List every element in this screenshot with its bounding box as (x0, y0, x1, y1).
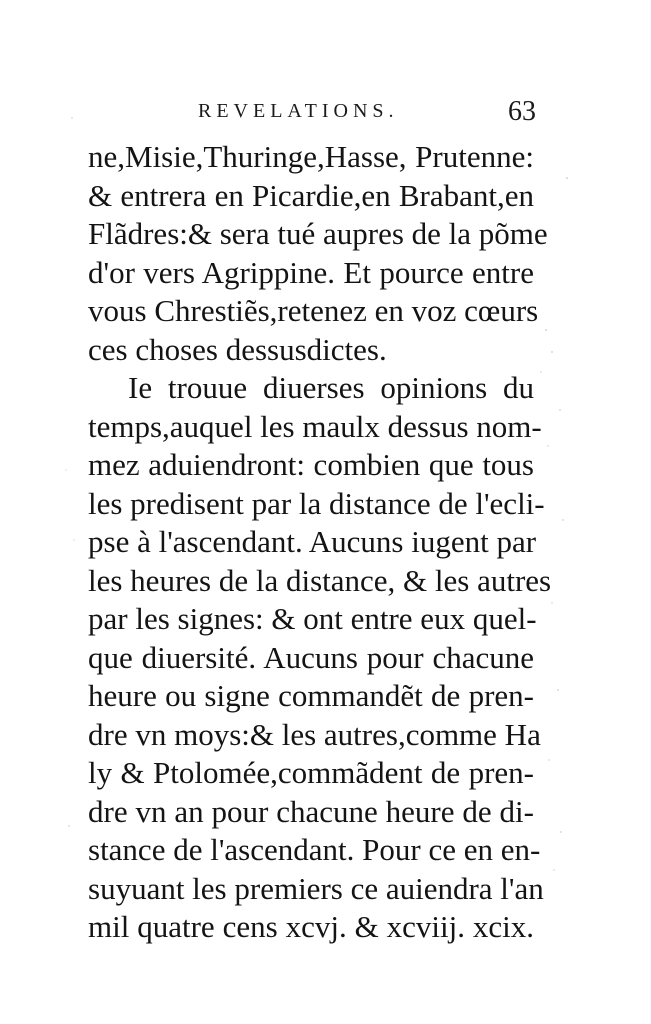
text-line: dre vn moys:& les autres,comme Ha (88, 716, 541, 752)
text-line: les predisent par la distance de l'ecli- (88, 485, 545, 521)
text-line: mez aduiendront: combien que tous (88, 447, 534, 482)
running-title: REVELATIONS. (198, 100, 399, 122)
text-line: & entrera en Picardie,en Brabant,en (88, 177, 534, 213)
text-line: Flãdres:& sera tué aupres de la põme (88, 216, 548, 251)
text-line: pse à l'ascendant. Aucuns iugent par (88, 524, 537, 559)
speck-group-left (65, 117, 74, 826)
page-number: 63 (508, 96, 536, 127)
text-block (88, 138, 552, 947)
text-line: par les signes: & ont entre eux quel- (88, 601, 537, 636)
text-line: stance de l'ascendant. Pour ce en en- (88, 832, 541, 867)
text-line: ly & Ptolomée,commãdent de pren- (88, 755, 534, 790)
text-line: ces choses dessusdictes. (88, 331, 387, 367)
text-line: heure ou signe commandẽt de pren- (88, 678, 534, 713)
page-header (86, 96, 536, 136)
text-line: vous Chrestiẽs,retenez en voz cœurs (88, 293, 539, 328)
text-line: mil quatre cens xcvj. & xcviij. xcix. (88, 909, 534, 944)
text-line: que diuersité. Aucuns pour chacune (88, 639, 534, 675)
text-line: dre vn an pour chacune heure de di- (88, 793, 534, 829)
paragraph-first-line: Ie trouue diuerses opinions du (128, 370, 534, 405)
text-line: ne,Misie,Thuringe,Hasse, Prutenne: (88, 139, 534, 174)
text-line: temps,auquel les maulx dessus nom- (88, 408, 542, 444)
text-line: les heures de la distance, & les autres (88, 562, 552, 598)
text-line: suyuant les premiers ce auiendra l'an (88, 870, 544, 906)
speck-group-right (540, 177, 567, 870)
text-line: d'or vers Agrippine. Et pource entre (88, 254, 534, 290)
